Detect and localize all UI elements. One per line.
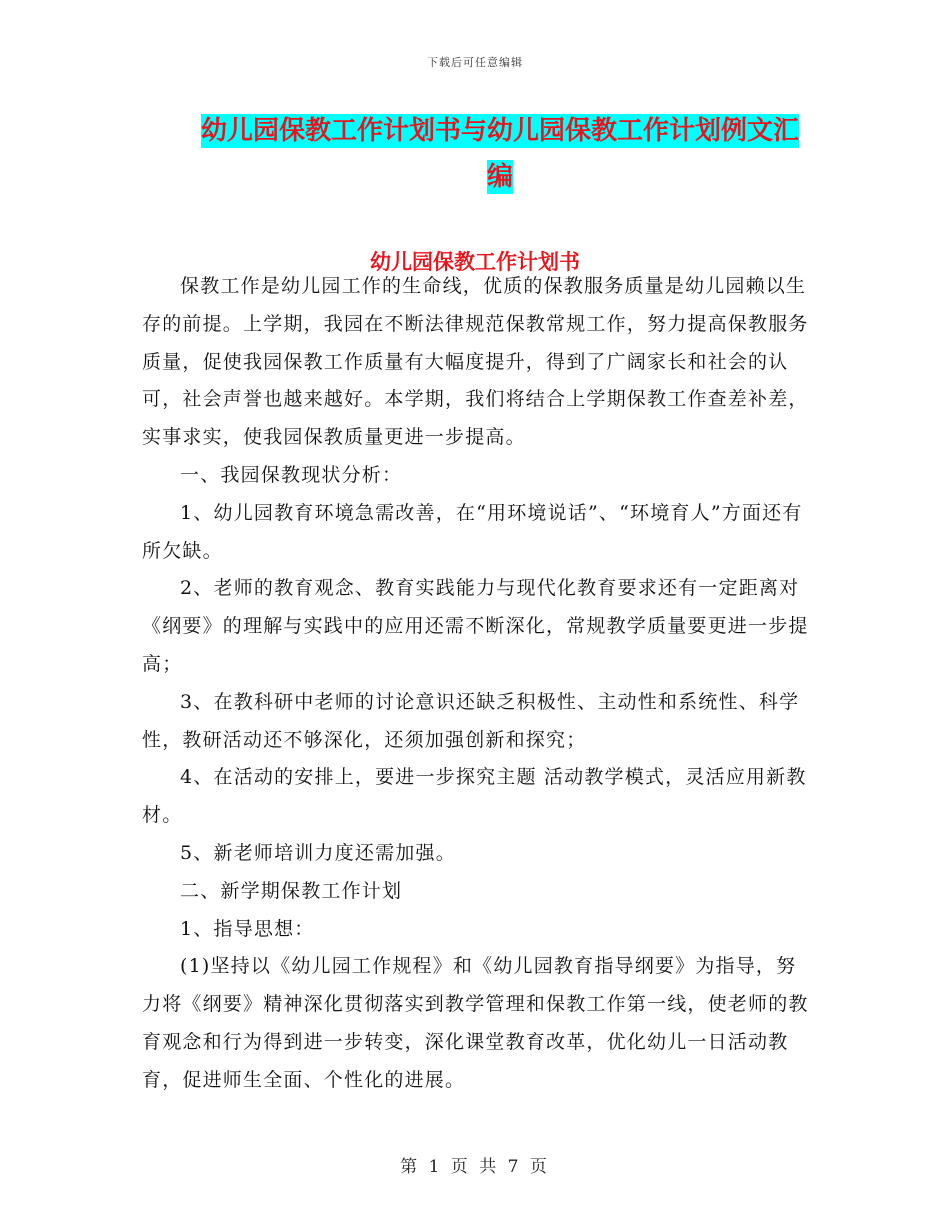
section-title: 幼儿园保教工作计划书 — [370, 249, 580, 274]
paragraph-subheading-guiding: 1、指导思想： — [180, 917, 315, 940]
paragraph-item-3: 3、在教科研中老师的讨论意识还缺乏积极性、主动性和系统性、科学性，教研活动还不够深化，还须加强创新和探究； — [142, 690, 800, 751]
paragraph-heading-plan: 二、新学期保教工作计划 — [180, 879, 403, 902]
paragraph-item-1: 1、幼儿园教育环境急需改善，在“用环境说话”、“环境育人”方面还有所欠缺。 — [142, 501, 803, 562]
document-title-line-1: 幼儿园保教工作计划书与幼儿园保教工作计划例文汇 — [200, 116, 799, 146]
paragraph-item-5: 5、新老师培训力度还需加强。 — [180, 841, 456, 864]
document-title-line-2: 编 — [486, 162, 513, 192]
paragraph-item-4: 4、在活动的安排上，要进一步探究主题 活动教学模式，灵活应用新教材。 — [142, 766, 807, 827]
body-text — [142, 268, 810, 1100]
paragraph-item-2: 2、老师的教育观念、教育实践能力与现代化教育要求还有一定距离对《纲要》的理解与实践中的应用还需不断深化，常规教学质量要更进一步提高； — [142, 577, 809, 675]
header-note: 下载后可任意编辑 — [427, 56, 523, 69]
paragraph-heading-analysis: 一、我园保教现状分析： — [180, 463, 403, 486]
document-title — [150, 108, 850, 200]
paragraph-intro: 保教工作是幼儿园工作的生命线，优质的保教服务质量是幼儿园赖以生存的前提。上学期，我园在不断法律规范保教常规工作，努力提高保教服务质量，促使我园保教工作质量有大幅度提升，得到了广阔家长和社会的认可，社会声誉也越来越好。本学期，我们将结合上学期保教工作查差补差，实事求实，使我园保教质量更进一步提高。 — [142, 275, 809, 449]
page-footer: 第 1 页 共 7 页 — [400, 1157, 550, 1177]
paragraph-guiding-1: (1)坚持以《幼儿园工作规程》和《幼儿园教育指导纲要》为指导，努力将《纲要》精神深化贯彻落实到教学管理和保教工作第一线，使老师的教育观念和行为得到进一步转变，深化课堂教育改革，优化幼儿一日活动教育，促进师生全面、个性化的进展。 — [142, 955, 809, 1091]
